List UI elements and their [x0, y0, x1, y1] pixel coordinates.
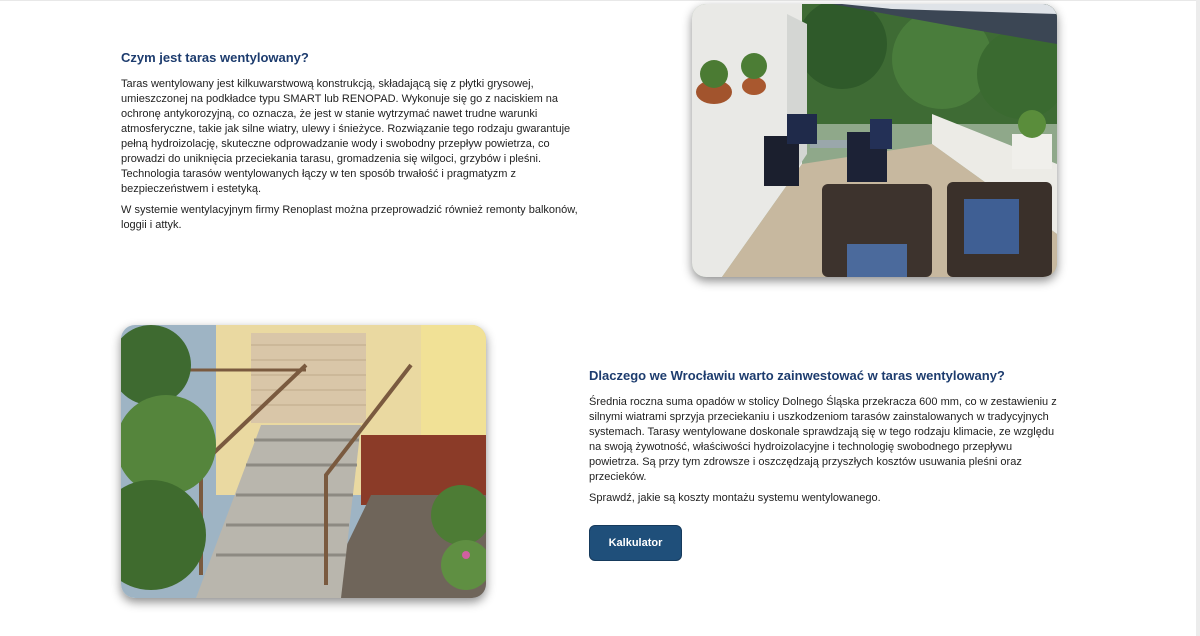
- terrace-photo: [692, 4, 1057, 277]
- section-why-wroclaw: [589, 367, 1059, 506]
- terrace-photo-icon: [692, 4, 1057, 277]
- section-title: Dlaczego we Wrocławiu warto zainwestować w taras wentylowany?: [589, 368, 1005, 383]
- section-paragraph: Średnia roczna suma opadów w stolicy Dolnego Śląska przekracza 600 mm, co w zestawieniu z silnymi wiatrami sprzyja przeciekaniu i uszkodzeniom tarasów zainstalowanych w tradycyjnych systemach. Tarasy wentylowane doskonale sprawdzają się w tego rodzaju klimacie, ze względu na swoją żywotność, właściwości hydroizolacyjne i technologię swobodnego przepływu powietrza. Są przy tym zdrowsze i oszczędzają przyszłych kosztów usuwania pleśni oraz przecieków.: [589, 396, 1057, 483]
- section-paragraph: Taras wentylowany jest kilkuwarstwową konstrukcją, składającą się z płytki grysowej, umieszczonej na podkładce typu SMART lub RENOPAD. Wykonuje się go z naciskiem na ochronę antykorozyjną, co oznacza, że jest w stanie wytrzymać nawet trudne warunki atmosferyczne, takie jak silne wiatry, ulewy i śnieżyce. Rozwiązanie tego rodzaju gwarantuje pełną hydroizolację, skuteczne odprowadzanie wody i swobodny przepływ powietrza, co prowadzi do uniknięcia przeciekania tarasu, gromadzenia się wilgoci, grzybów i pleśni. Technologia tarasów wentylowanych łączy w ten sposób trwałość i pragmatyzm z bezpieczeństwem i estetyką.: [121, 78, 571, 195]
- top-divider: [0, 0, 1200, 1]
- stairs-photo: [121, 325, 486, 598]
- calculator-button[interactable]: Kalkulator: [589, 525, 682, 561]
- section-paragraph: Sprawdź, jakie są koszty montażu systemu wentylowanego.: [589, 492, 881, 504]
- section-what-is-ventilated-terrace: [121, 49, 581, 233]
- section-title: Czym jest taras wentylowany?: [121, 50, 309, 65]
- stairs-photo-icon: [121, 325, 486, 598]
- scrollbar-track[interactable]: [1196, 0, 1200, 636]
- section-paragraph: W systemie wentylacyjnym firmy Renoplast można przeprowadzić również remonty balkonów, loggii i attyk.: [121, 204, 578, 231]
